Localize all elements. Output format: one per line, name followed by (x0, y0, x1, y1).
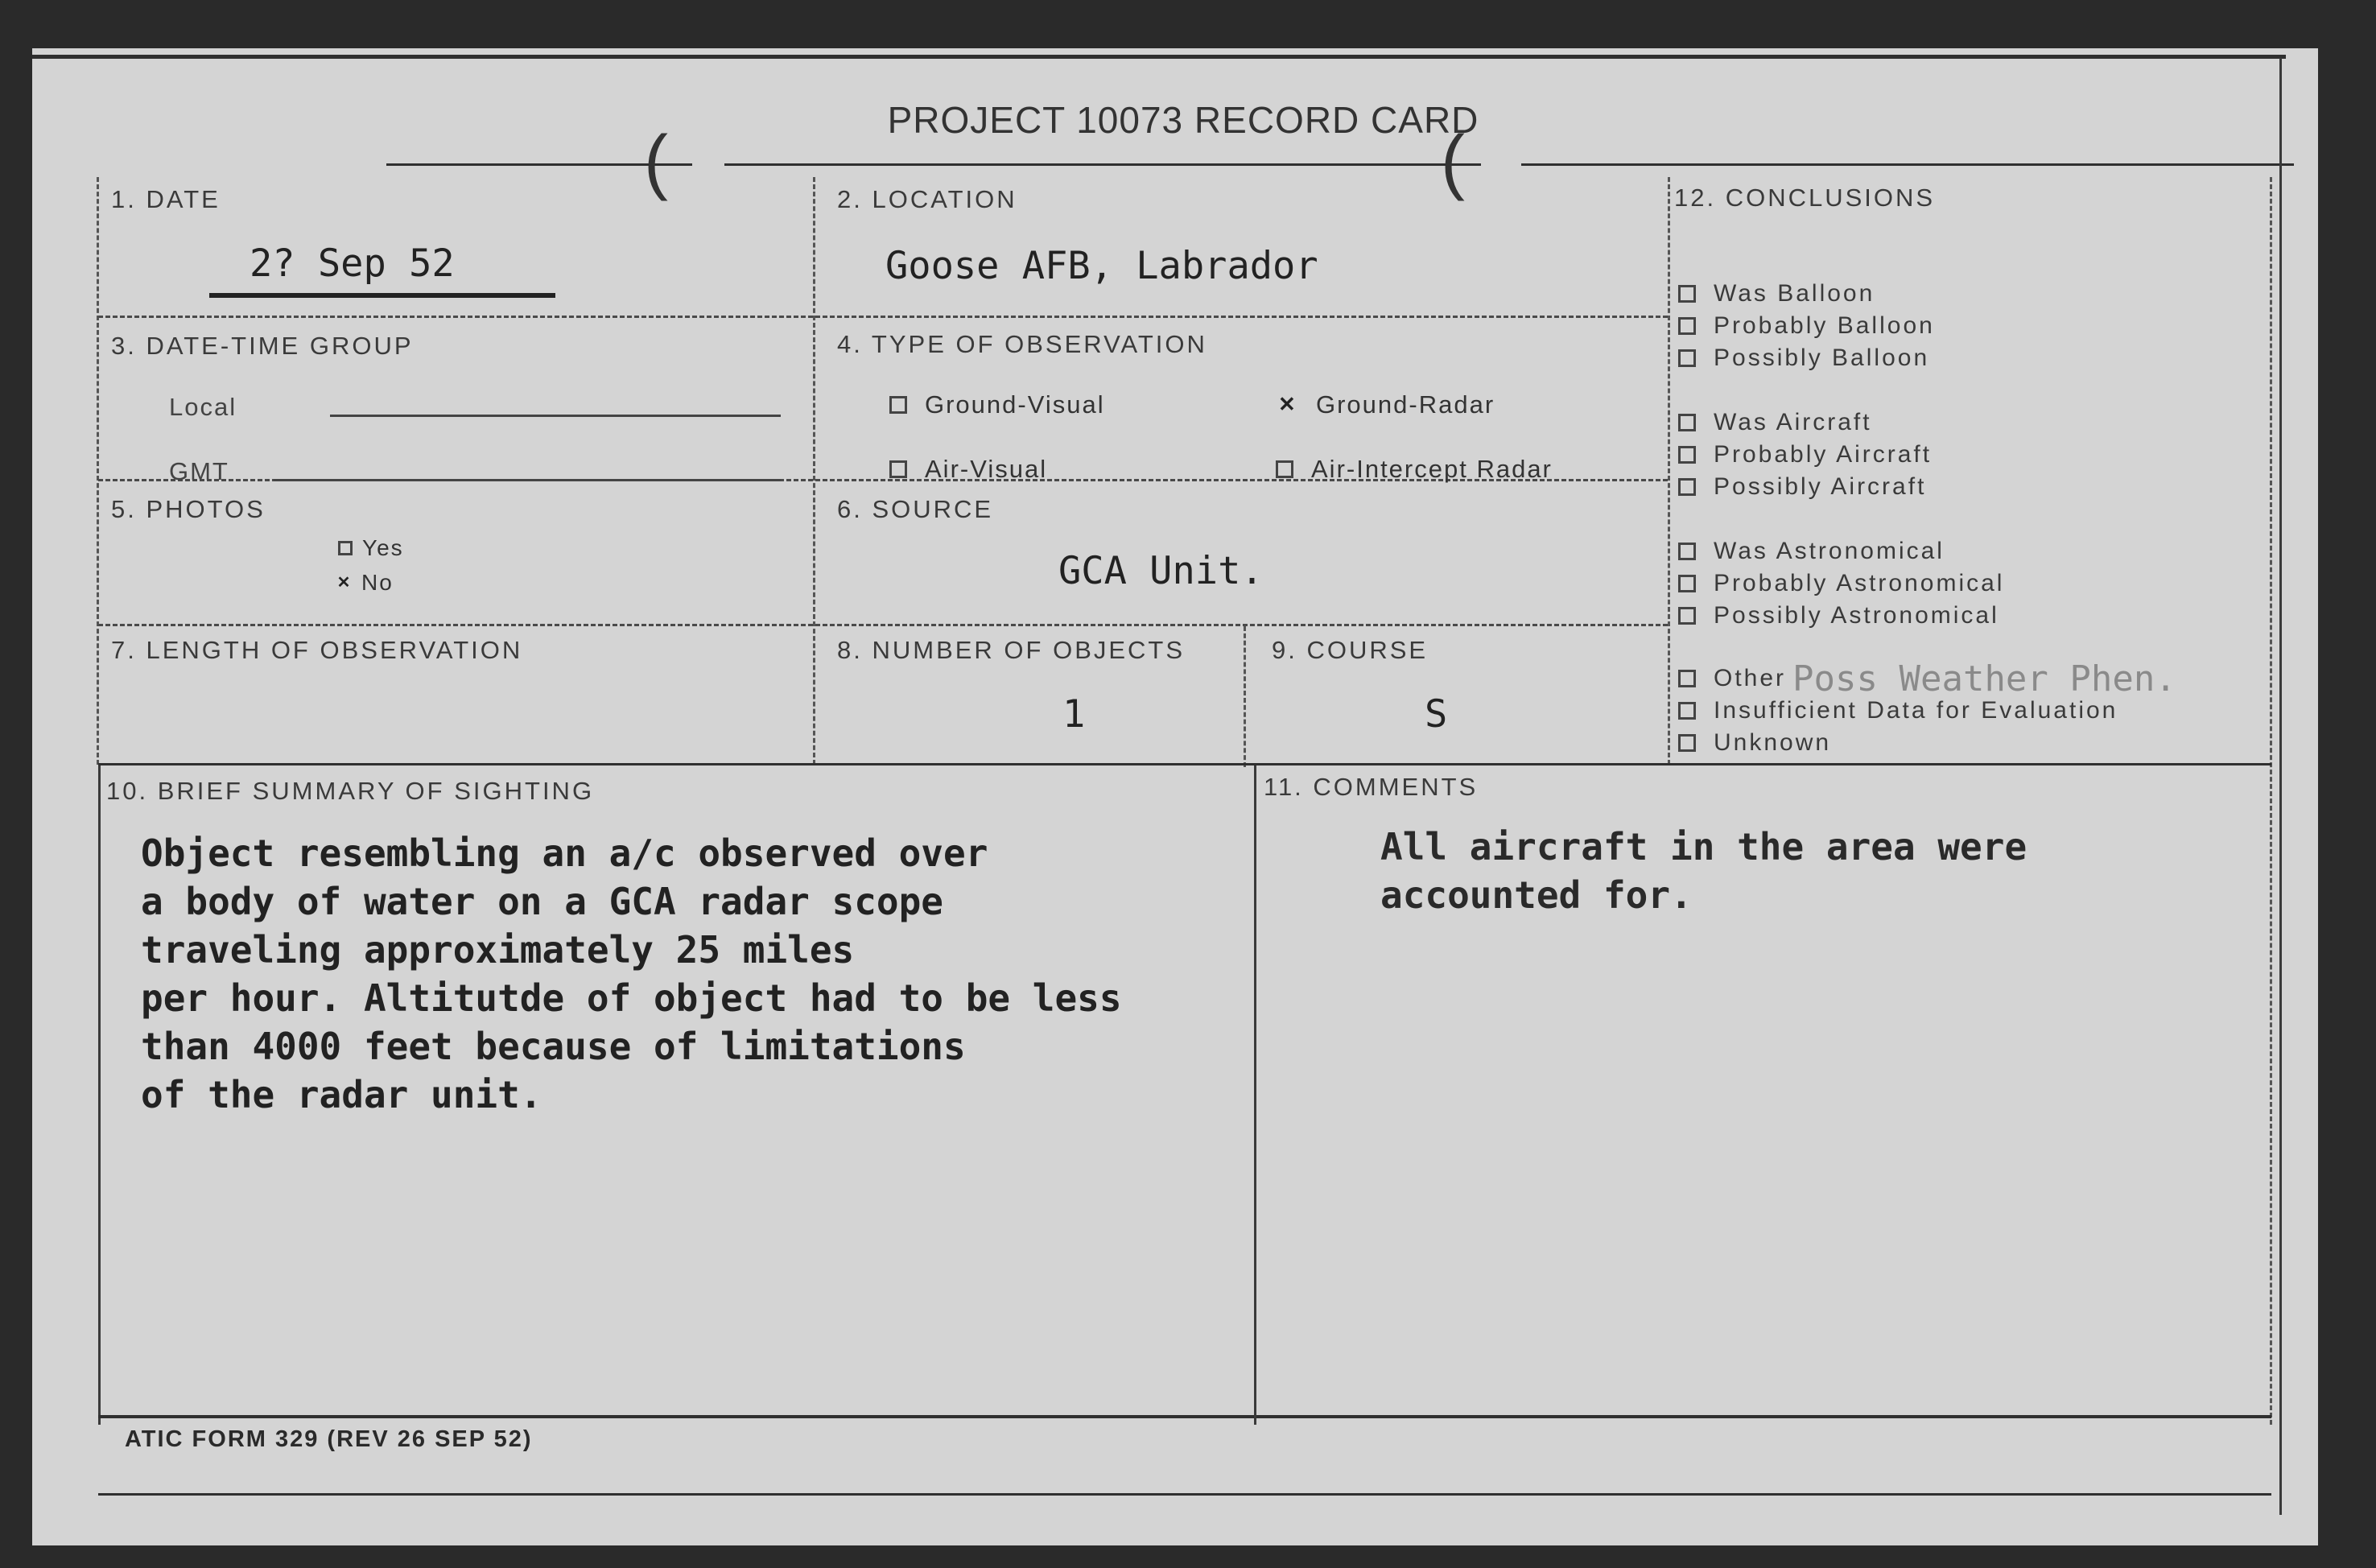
divider-col1 (813, 177, 815, 765)
checkbox-photos-yes[interactable] (338, 541, 353, 555)
group-gap (1678, 503, 2176, 535)
title-bracket-left: ( (644, 122, 668, 202)
location-value: Goose AFB, Labrador (885, 244, 1318, 288)
group-gap (1678, 374, 2176, 406)
checkbox-ground-visual[interactable] (889, 396, 907, 414)
location-label: 2. LOCATION (837, 185, 1017, 213)
photos-no-label: No (361, 570, 394, 595)
checkbox-ground-radar[interactable]: ✕ (1278, 392, 1297, 416)
conclusion-text: Other (1714, 665, 1787, 691)
checkbox-icon[interactable] (1678, 543, 1696, 560)
conclusion-unknown[interactable] (1678, 727, 2176, 759)
date-underline (209, 293, 555, 298)
date-value: 2? Sep 52 (250, 241, 455, 286)
option-ground-visual-label: Ground-Visual (925, 390, 1105, 419)
checkbox-air-intercept-radar[interactable] (1276, 460, 1293, 478)
course-label: 9. COURSE (1272, 636, 1429, 664)
photos-label: 5. PHOTOS (111, 495, 266, 523)
other-written-value: Poss Weather Phen. (1792, 658, 2176, 699)
local-line (330, 415, 781, 417)
conclusion-probably-astronomical[interactable] (1678, 567, 2176, 600)
option-air-intercept-radar[interactable] (1276, 455, 1553, 484)
record-card (32, 48, 2318, 1545)
date-label: 1. DATE (111, 185, 221, 213)
observation-type-label: 4. TYPE OF OBSERVATION (837, 330, 1207, 358)
conclusion-possibly-balloon[interactable] (1678, 342, 2176, 374)
checkbox-icon[interactable] (1678, 575, 1696, 592)
conclusion-text: Probably Astronomical (1714, 570, 2005, 596)
conclusion-possibly-astronomical[interactable] (1678, 600, 2176, 632)
form-number: ATIC FORM 329 (REV 26 SEP 52) (125, 1426, 533, 1452)
comments-label: 11. COMMENTS (1264, 773, 1479, 801)
conclusion-text: Insufficient Data for Evaluation (1714, 697, 2118, 724)
checkbox-icon[interactable] (1678, 285, 1696, 303)
frame-right (2279, 58, 2282, 1515)
conclusion-text: Unknown (1714, 729, 1832, 756)
frame-inner-right (2270, 177, 2272, 1425)
checkbox-icon[interactable] (1678, 734, 1696, 752)
option-ground-radar[interactable] (1276, 390, 1495, 419)
checkbox-icon[interactable] (1678, 702, 1696, 720)
checkbox-icon[interactable] (1678, 317, 1696, 335)
conclusions-label: 12. CONCLUSIONS (1674, 184, 1936, 212)
frame-left-upper (97, 177, 99, 765)
source-value: GCA Unit. (1058, 549, 1264, 593)
summary-label: 10. BRIEF SUMMARY OF SIGHTING (106, 777, 595, 805)
objects-value: 1 (1062, 692, 1086, 737)
conclusion-text: Was Aircraft (1714, 409, 1872, 435)
datetime-group-label: 3. DATE-TIME GROUP (111, 332, 414, 360)
divider-objects-course (1244, 626, 1246, 767)
checkbox-icon[interactable] (1678, 446, 1696, 464)
conclusion-text: Probably Aircraft (1714, 441, 1933, 468)
checkbox-icon[interactable] (1678, 670, 1696, 687)
checkbox-icon[interactable] (1678, 349, 1696, 367)
title-bracket-right: ( (1441, 122, 1465, 202)
conclusion-other[interactable] (1678, 658, 2176, 699)
checkbox-icon[interactable] (1678, 414, 1696, 431)
divider-col-conclusions (1668, 177, 1670, 765)
frame-left-lower (98, 765, 101, 1425)
row-divider-1 (98, 316, 1668, 318)
length-label: 7. LENGTH OF OBSERVATION (111, 636, 523, 664)
bottom-border (98, 1415, 2271, 1418)
title-rule-right (1521, 163, 2294, 166)
conclusion-was-balloon[interactable] (1678, 278, 2176, 310)
conclusion-possibly-aircraft[interactable] (1678, 471, 2176, 503)
conclusion-text: Probably Balloon (1714, 312, 1935, 339)
title-rule-mid (724, 163, 1481, 166)
row-divider-3 (98, 624, 1668, 626)
top-border (32, 55, 2286, 59)
conclusion-insufficient-data[interactable] (1678, 695, 2176, 727)
option-ground-radar-label: Ground-Radar (1316, 390, 1495, 419)
conclusion-text: Possibly Aircraft (1714, 473, 1927, 500)
objects-label: 8. NUMBER OF OBJECTS (837, 636, 1186, 664)
footer-border (98, 1493, 2271, 1496)
conclusion-probably-aircraft[interactable] (1678, 439, 2176, 471)
conclusion-probably-balloon[interactable] (1678, 310, 2176, 342)
option-air-visual-label: Air-Visual (925, 455, 1048, 483)
photos-no[interactable] (334, 570, 394, 596)
conclusion-text: Was Balloon (1714, 280, 1875, 307)
checkbox-photos-no[interactable]: ✕ (336, 574, 353, 592)
photos-yes-label: Yes (362, 535, 404, 560)
local-label: Local (169, 393, 237, 421)
conclusion-text: Possibly Astronomical (1714, 602, 1999, 629)
option-air-intercept-radar-label: Air-Intercept Radar (1311, 455, 1553, 483)
conclusions-list (1678, 278, 2176, 759)
checkbox-icon[interactable] (1678, 478, 1696, 496)
photos-yes[interactable] (338, 535, 404, 561)
conclusion-text: Was Astronomical (1714, 538, 1945, 564)
form-title: PROJECT 10073 RECORD CARD (887, 99, 1479, 141)
option-ground-visual[interactable] (889, 390, 1105, 419)
option-air-visual[interactable] (889, 455, 1047, 484)
gmt-label: GMT (169, 457, 229, 485)
summary-text: Object resembling an a/c observed over a body of water on a GCA radar scope traveling approximately 25 miles per hour. Altitutde of object had to be less than 4000 feet because of limitations of the radar unit. (141, 831, 1122, 1116)
course-value: S (1425, 692, 1448, 737)
gmt-line (274, 479, 781, 481)
comments-text: All aircraft in the area were accounted for. (1380, 825, 2027, 917)
conclusion-was-aircraft[interactable] (1678, 406, 2176, 439)
conclusion-was-astronomical[interactable] (1678, 535, 2176, 567)
row-divider-4 (98, 763, 2271, 765)
checkbox-air-visual[interactable] (889, 460, 907, 478)
conclusion-text: Possibly Balloon (1714, 345, 1930, 371)
source-label: 6. SOURCE (837, 495, 994, 523)
checkbox-icon[interactable] (1678, 607, 1696, 625)
